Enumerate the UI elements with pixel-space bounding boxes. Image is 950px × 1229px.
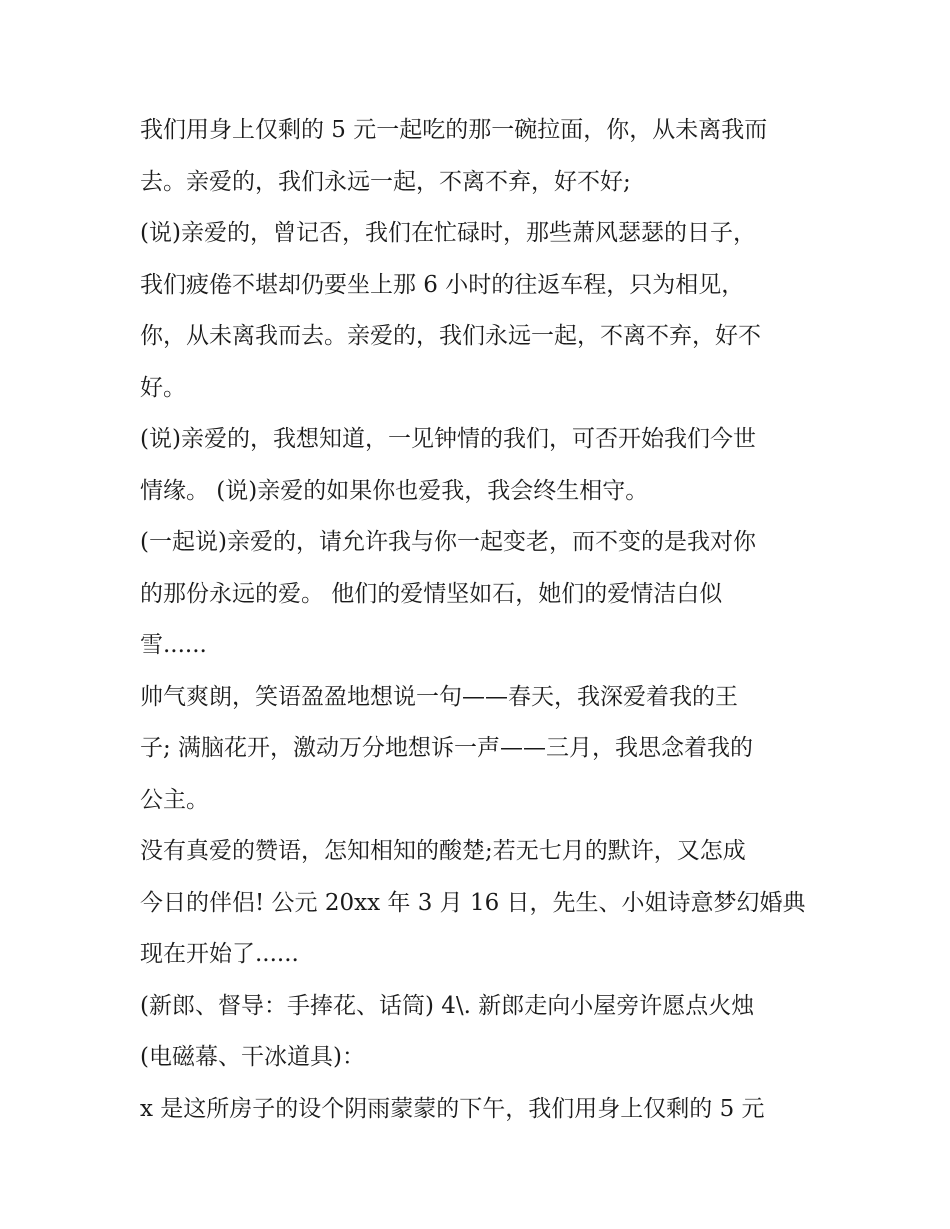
text-line: (说)亲爱的，曾记否，我们在忙碌时，那些萧风瑟瑟的日子， bbox=[140, 220, 756, 246]
text-line: 我们疲倦不堪却仍要坐上那 6 小时的往返车程，只为相见， bbox=[140, 271, 745, 298]
text-line: 雪...... bbox=[140, 632, 207, 658]
text-line: 好。 bbox=[140, 374, 186, 401]
text-line: (新郎、督导：手捧花、话筒) 4\. 新郎走向小屋旁许愿点火烛 bbox=[140, 992, 755, 1019]
text-line: 现在开始了...... bbox=[140, 941, 299, 967]
text-line: 我们用身上仅剩的 5 元一起吃的那一碗拉面，你，从未离我而 bbox=[140, 117, 768, 143]
text-line: 帅气爽朗，笑语盈盈地想说一句——春天，我深爱着我的王 bbox=[140, 683, 738, 710]
text-line: 子; 满脑花开，激动万分地想诉一声——三月，我思念着我的 bbox=[140, 735, 754, 761]
text-line: (说)亲爱的，我想知道，一见钟情的我们，可否开始我们今世 bbox=[140, 426, 756, 452]
text-line: 你，从未离我而去。亲爱的，我们永远一起，不离不弃，好不 bbox=[140, 323, 761, 349]
text-line: x 是这所房子的设个阴雨蒙蒙的下午，我们用身上仅剩的 5 元 bbox=[140, 1095, 765, 1122]
text-line: 的那份永远的爱。 他们的爱情坚如石，她们的爱情洁白似 bbox=[140, 580, 723, 607]
text-line: 情缘。 (说)亲爱的如果你也爱我，我会终生相守。 bbox=[140, 477, 649, 504]
text-line: 公主。 bbox=[140, 786, 209, 813]
text-body bbox=[140, 105, 820, 1135]
text-line: (电磁幕、干冰道具)： bbox=[140, 1044, 365, 1070]
text-line: (一起说)亲爱的，请允许我与你一起变老，而不变的是我对你 bbox=[140, 529, 756, 555]
text-line: 没有真爱的赞语，怎知相知的酸楚;若无七月的默许，又怎成 bbox=[140, 838, 746, 864]
text-line: 去。亲爱的，我们永远一起，不离不弃，好不好; bbox=[140, 168, 631, 195]
text-line: 今日的伴侣! 公元 20xx 年 3 月 16 日，先生、小姐诗意梦幻婚典 bbox=[140, 889, 806, 916]
